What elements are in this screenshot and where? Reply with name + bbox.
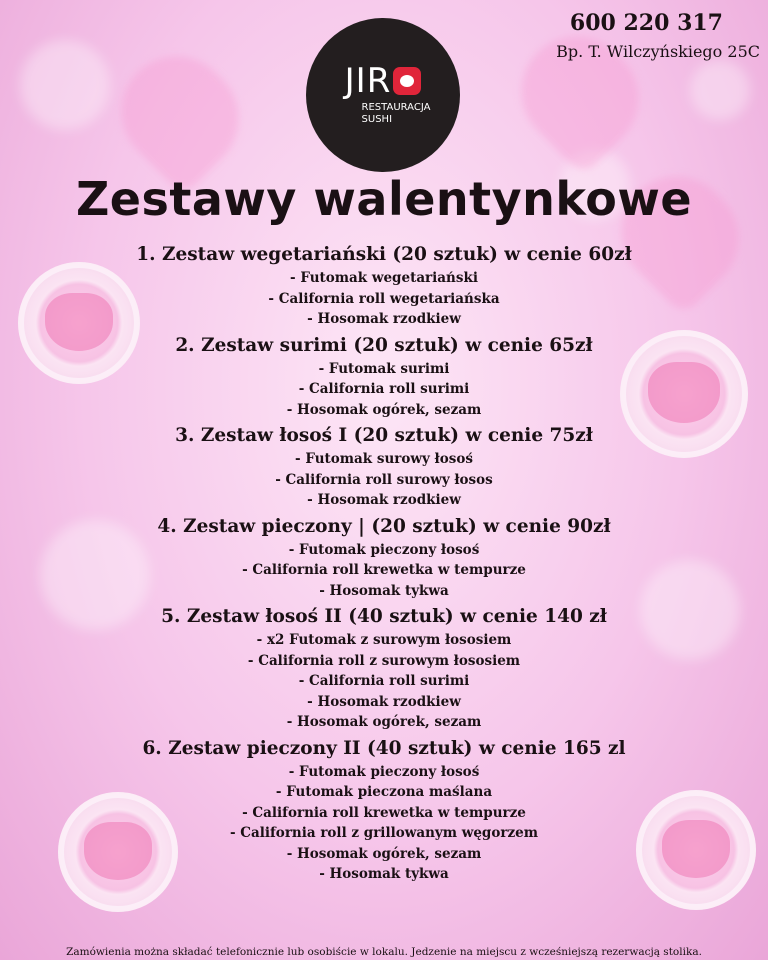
page-title: Zestawy walentynkowe [75,172,693,226]
set-title: 4. Zestaw pieczony | (20 sztuk) w cenie 90zł [157,515,611,537]
set-item: - California roll z surowym łososiem [247,652,521,669]
set-item: - California roll z grillowanym węgorzem [229,825,539,841]
phone-number: 600 220 317 [569,10,723,36]
set-block [0,242,768,330]
set-block [0,736,768,885]
set-item: - California roll wegetariańska [268,290,500,307]
address: Bp. T. Wilczyńskiego 25C [556,42,760,61]
set-item: - Hosomak rzodkiew [307,492,461,508]
set-item: - Futomak pieczony łosoś [288,763,480,780]
logo-wordmark [344,60,422,101]
set-item: - x2 Futomak z surowym łososiem [256,632,512,648]
footer-note: Zamówienia można składać telefonicznie lub osobiście w lokalu. Jedzenie na miejscu z wcześniejszą rezerwacją stolika. [66,946,702,958]
logo-subtitle-line: SUSHI [361,114,393,125]
set-block [0,604,768,733]
set-item: - Hosomak ogórek, sezam [286,845,482,862]
set-title: 1. Zestaw wegetariański (20 sztuk) w cenie 60zł [136,244,632,265]
bokeh-light [20,40,110,130]
logo-o-icon [393,67,421,95]
set-title: 3. Zestaw łosoś I (20 sztuk) w cenie 75zł [175,425,593,446]
set-item: - California roll surimi [298,673,470,689]
set-item: - Futomak pieczona maślana [275,784,493,800]
set-block [0,423,768,511]
set-item: - California roll surowy łosos [275,471,493,488]
set-item: - Futomak wegetariański [290,270,478,286]
set-item: - Hosomak ogórek, sezam [286,401,482,418]
set-block [0,333,768,421]
set-item: - California roll surimi [298,381,470,397]
set-item: - Hosomak tykwa [319,582,449,599]
set-item: - California roll krewetka w tempurze [242,562,526,578]
set-title: 6. Zestaw pieczony II (40 sztuk) w cenie 165 zl [142,737,626,759]
logo-subtitle [362,102,431,127]
set-item: - Hosomak rzodkiew [307,693,461,710]
bokeh-light [690,60,750,120]
set-item: - Futomak pieczony łosoś [288,541,480,558]
set-item: - Hosomak ogórek, sezam [286,714,482,730]
logo-word-text: JIR [344,60,392,101]
logo-subtitle-line: RESTAURACJA [361,101,431,113]
set-title: 5. Zestaw łosoś II (40 sztuk) w cenie 140 zł [161,606,607,627]
set-item: - Futomak surowy łosoś [295,451,473,467]
sets-list [0,242,768,888]
set-title: 2. Zestaw surimi (20 sztuk) w cenie 65zł [175,334,593,356]
heart-decoration [499,14,662,177]
set-block [0,514,768,602]
set-item: - California roll krewetka w tempurze [242,804,526,821]
restaurant-logo [306,18,460,172]
set-item: - Hosomak rzodkiew [307,311,461,327]
set-item: - Hosomak tykwa [319,866,449,882]
set-item: - Futomak surimi [318,360,450,377]
